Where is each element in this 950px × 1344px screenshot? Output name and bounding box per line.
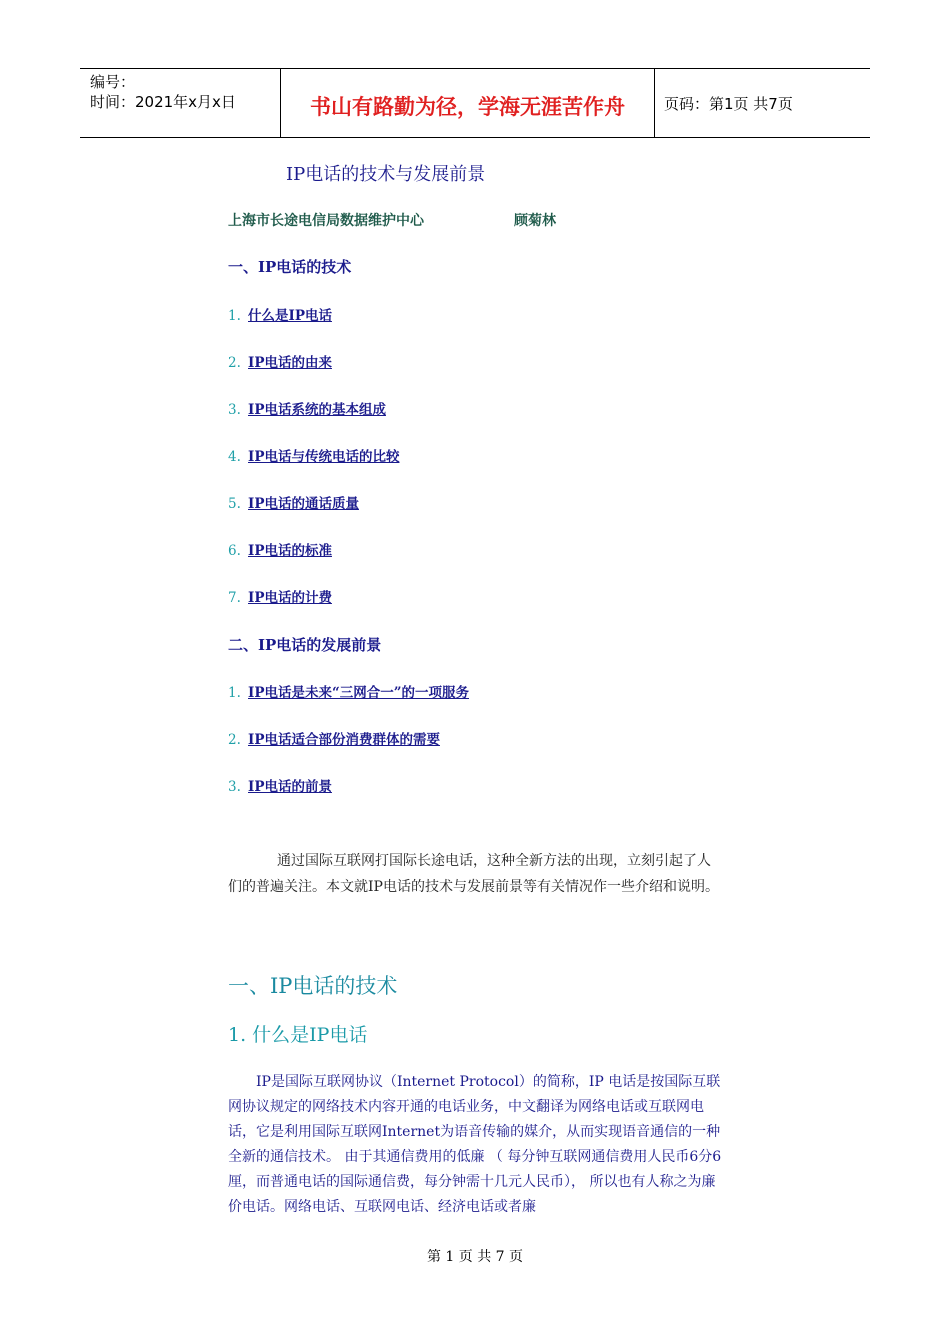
toc-item: [228, 351, 332, 371]
toc-number: 6.: [228, 543, 241, 559]
toc-link-call-quality[interactable]: IP电话的通话质量: [248, 496, 359, 512]
toc-number: 1.: [228, 308, 241, 324]
toc-number: 4.: [228, 449, 241, 465]
header-motto-cell: [280, 69, 655, 137]
toc-link-system-composition[interactable]: IP电话系统的基本组成: [248, 402, 386, 418]
toc-link-origin[interactable]: IP电话的由来: [248, 355, 332, 371]
document-header: [80, 68, 870, 138]
toc-link-three-networks[interactable]: IP电话是未来“三网合一”的一项服务: [248, 685, 469, 701]
toc-item: [228, 586, 332, 606]
toc-link-what-is-ip-phone[interactable]: 什么是IP电话: [248, 308, 332, 324]
section1-paragraph: IP是国际互联网协议（Internet Protocol）的简称，IP 电话是按国际互联网协议规定的网络技术内容开通的电话业务，中文翻译为网络电话或互联网电话，它是利用国际互联网Internet为语音传输的媒介，从而实现语音通信的一种全新的通信技术。 由于其通信费用的低廉 （ 每分钟互联网通信费用人民币6分6厘，而普通电话的国际通信费，每分钟需十几元人民币）， 所以也有人称之为廉价电话。网络电话、互联网电话、经济电话或者廉: [228, 1074, 722, 1215]
toc-number: 3.: [228, 402, 241, 418]
author-line: [228, 210, 556, 230]
header-page-cell: [654, 69, 870, 137]
toc-number: 3.: [228, 779, 241, 795]
toc-link-consumer-groups[interactable]: IP电话适合部份消费群体的需要: [248, 732, 440, 748]
section1-heading: 一、IP电话的技术: [228, 974, 398, 998]
toc-section1-title: 一、IP电话的技术: [228, 258, 352, 276]
section1-subheading: 1. 什么是IP电话: [228, 1024, 368, 1046]
toc-item: [228, 728, 440, 748]
toc-link-standards[interactable]: IP电话的标准: [248, 543, 332, 559]
author-name: 顾菊林: [514, 213, 556, 229]
organization: 上海市长途电信局数据维护中心: [228, 213, 424, 229]
page-info: 页码：第1页 共7页: [664, 95, 793, 113]
document-title: IP电话的技术与发展前景: [286, 164, 486, 185]
toc-number: 5.: [228, 496, 241, 512]
toc-item: [228, 775, 332, 795]
toc-link-billing[interactable]: IP电话的计费: [248, 590, 332, 606]
toc-item: [228, 539, 332, 559]
intro-paragraph: 通过国际互联网打国际长途电话，这种全新方法的出现，立刻引起了人们的普遍关注。本文就IP电话的技术与发展前景等有关情况作一些介绍和说明。: [228, 853, 719, 895]
toc-item: [228, 304, 332, 324]
motto: 书山有路勤为径，学海无涯苦作舟: [310, 95, 625, 119]
toc-item: [228, 445, 399, 465]
page-footer: 第 1 页 共 7 页: [426, 1249, 524, 1265]
toc-section2-title: 二、IP电话的发展前景: [228, 636, 382, 654]
toc-link-comparison[interactable]: IP电话与传统电话的比较: [248, 449, 400, 465]
toc-item: [228, 492, 359, 512]
toc-number: 1.: [228, 685, 241, 701]
time-label: 时间：2021年x月x日: [90, 93, 236, 111]
toc-item: [228, 398, 386, 418]
toc-item: [228, 681, 469, 701]
header-left-cell: [80, 69, 280, 137]
toc-number: 2.: [228, 355, 241, 371]
toc-link-prospects[interactable]: IP电话的前景: [248, 779, 332, 795]
toc-number: 7.: [228, 590, 241, 606]
toc-number: 2.: [228, 732, 241, 748]
number-label: 编号：: [90, 73, 136, 91]
